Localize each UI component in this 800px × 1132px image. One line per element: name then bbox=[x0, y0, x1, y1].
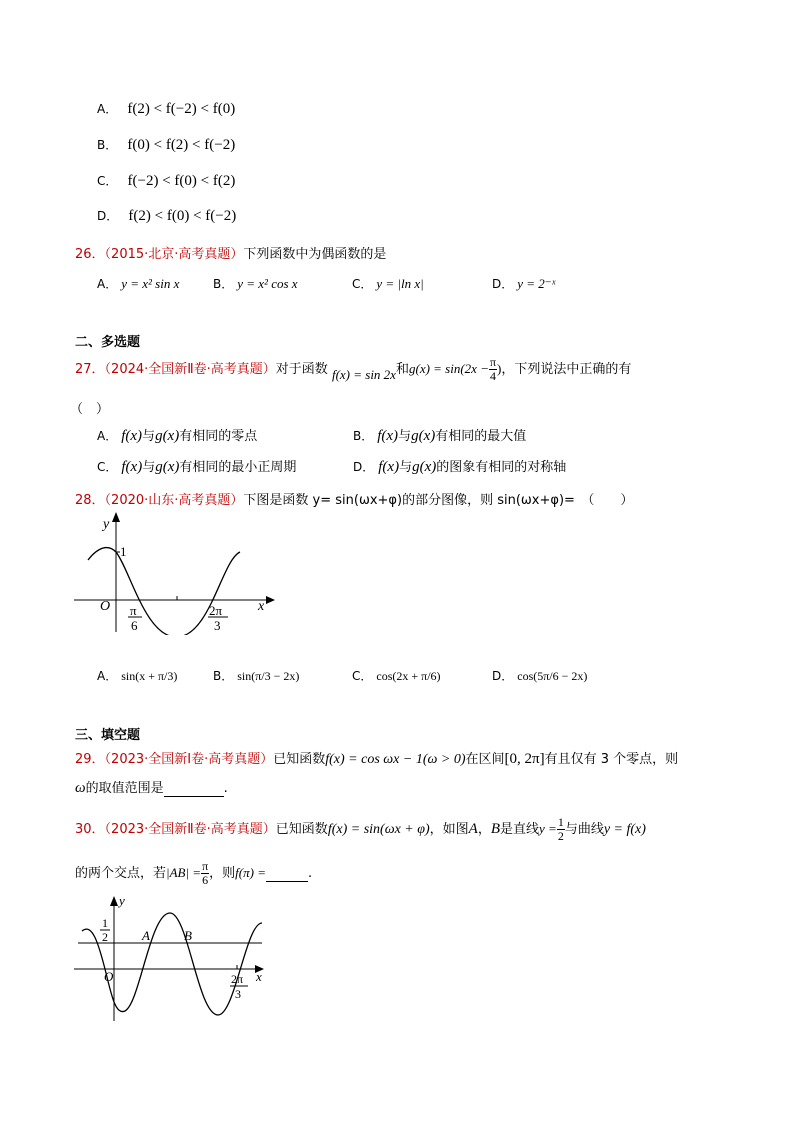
option-letter: C． bbox=[352, 669, 373, 683]
q26-stem bbox=[75, 243, 386, 262]
option-expr: y = |ln x| bbox=[376, 276, 424, 291]
option-letter: C． bbox=[352, 277, 373, 291]
option-letter: D． bbox=[492, 669, 514, 683]
option-expr: y = x² cos x bbox=[237, 276, 298, 291]
option-expr: y = 2⁻ˣ bbox=[517, 276, 556, 291]
option-expr: y = x² sin x bbox=[121, 276, 180, 291]
period: . bbox=[223, 781, 228, 796]
question-text: 下列函数中为偶函数的是 bbox=[243, 247, 387, 262]
question-text: 有且仅有 3 个零点，则 bbox=[544, 752, 679, 767]
option-expr: f(0) < f(2) < f(−2) bbox=[127, 137, 236, 153]
q28-sine-graph bbox=[70, 510, 280, 635]
period: . bbox=[307, 866, 313, 881]
question-text: 下图是函数 y= sin(ωx+φ)的部分图像，则 sin(ωx+φ)= （ ） bbox=[243, 493, 634, 508]
y-axis-label: y bbox=[119, 893, 125, 908]
option-letter: B． bbox=[97, 138, 118, 152]
question-text: 已知函数 bbox=[273, 752, 326, 767]
q25-option-c[interactable] bbox=[97, 172, 235, 190]
question-text: 已知函数 bbox=[275, 822, 328, 837]
y-axis-label: y bbox=[103, 517, 110, 532]
x-axis-label: x bbox=[256, 969, 262, 984]
question-text: 的取值范围是 bbox=[85, 781, 164, 796]
function-g: g(x) bbox=[412, 459, 437, 475]
comma: ， bbox=[477, 822, 491, 837]
q28-option-b[interactable] bbox=[213, 667, 299, 684]
option-letter: A． bbox=[97, 669, 118, 683]
option-letter: D． bbox=[97, 209, 119, 223]
question-text: 是直线 bbox=[500, 822, 540, 837]
q26-option-a[interactable] bbox=[97, 275, 179, 292]
question-text: 对于函数 bbox=[275, 362, 328, 377]
curve-eq: y = f(x) bbox=[603, 822, 646, 837]
option-text: 与 bbox=[142, 429, 156, 444]
option-expr: f(2) < f(0) < f(−2) bbox=[128, 208, 237, 224]
interval: [0, 2π] bbox=[504, 751, 545, 767]
origin-label: O bbox=[100, 599, 111, 614]
option-letter: D． bbox=[492, 277, 514, 291]
x-axis-label: x bbox=[258, 599, 265, 614]
option-letter: C． bbox=[97, 460, 118, 474]
point-b-label: B bbox=[184, 928, 192, 943]
tick-label-pi: π bbox=[130, 603, 137, 618]
option-text: 与 bbox=[142, 460, 156, 475]
question-text: 与曲线 bbox=[564, 822, 604, 837]
function-g: g(x) bbox=[155, 459, 180, 475]
point-b: B bbox=[490, 821, 501, 837]
q30-stem-line2 bbox=[75, 860, 312, 887]
q28-stem bbox=[75, 489, 633, 508]
q25-option-b[interactable] bbox=[97, 136, 235, 154]
q29-stem bbox=[75, 748, 678, 768]
line-eq: y = bbox=[539, 821, 557, 836]
option-expr: cos(2x + π/6) bbox=[376, 669, 441, 683]
function-f: f(x) = cos ωx − 1(ω > 0) bbox=[325, 752, 466, 767]
tick-label-two-pi: 2π bbox=[231, 972, 244, 986]
fraction-one-half: $\frac{1}{2}$ bbox=[557, 815, 564, 843]
close-paren: ) bbox=[497, 361, 502, 376]
question-number: 27． bbox=[75, 362, 105, 377]
q26-option-c[interactable] bbox=[352, 275, 424, 292]
question-number: 28． bbox=[75, 493, 105, 508]
q27-option-c[interactable] bbox=[97, 456, 296, 476]
function-f: f(x) bbox=[121, 428, 143, 444]
function-g: g(x) bbox=[155, 428, 180, 444]
option-letter: B． bbox=[353, 429, 374, 443]
option-expr: f(2) < f(−2) < f(0) bbox=[127, 101, 236, 117]
q26-option-b[interactable] bbox=[213, 275, 298, 292]
tick-label-two-pi: 2π bbox=[209, 603, 223, 618]
function-f: f(x) bbox=[378, 459, 400, 475]
q26-option-d[interactable] bbox=[492, 275, 555, 292]
function-g: g(x) bbox=[411, 428, 436, 444]
tick-label-two: 2 bbox=[102, 930, 108, 944]
question-number: 26． bbox=[75, 247, 105, 262]
question-source: （2023·全国新Ⅰ卷·高考真题） bbox=[104, 752, 274, 767]
question-text: 和 bbox=[395, 362, 409, 377]
section-title-fill-in: 三、填空题 bbox=[75, 728, 141, 743]
q25-option-d[interactable] bbox=[97, 207, 236, 225]
fraction-pi-over-4: $\frac{\pi}{4}$ bbox=[489, 355, 497, 383]
q28-option-a[interactable] bbox=[97, 667, 177, 684]
q30-stem bbox=[75, 816, 646, 843]
question-source: （2015·北京·高考真题） bbox=[104, 247, 244, 262]
q27-option-d[interactable] bbox=[353, 456, 566, 476]
q30-sine-graph bbox=[70, 893, 270, 1023]
q27-option-b[interactable] bbox=[353, 425, 526, 445]
q27-stem bbox=[75, 356, 631, 383]
function-f: f(x) bbox=[121, 459, 143, 475]
answer-blank[interactable] bbox=[266, 866, 308, 882]
option-expr: sin(x + π/3) bbox=[121, 669, 178, 683]
answer-blank[interactable] bbox=[164, 781, 224, 797]
f-pi: f(π) = bbox=[235, 865, 266, 880]
function-g: g(x) = sin(2x − bbox=[408, 361, 489, 376]
option-letter: B． bbox=[213, 277, 234, 291]
option-letter: A． bbox=[97, 277, 118, 291]
fraction-pi-over-6: $\frac{\pi}{6}$ bbox=[202, 859, 209, 887]
question-text: ，则 bbox=[209, 866, 236, 881]
option-text: 与 bbox=[398, 429, 412, 444]
tick-label-three: 3 bbox=[235, 987, 241, 1001]
function-f: f(x) bbox=[377, 428, 399, 444]
q27-option-a[interactable] bbox=[97, 425, 257, 445]
question-text: 在区间 bbox=[465, 752, 505, 767]
origin-label: O bbox=[104, 969, 114, 984]
tick-label-three: 3 bbox=[214, 618, 221, 633]
option-text: 有相同的最大值 bbox=[435, 429, 527, 444]
q28-option-d[interactable] bbox=[492, 667, 587, 684]
option-letter: A． bbox=[97, 429, 118, 443]
tick-label-six: 6 bbox=[131, 618, 138, 633]
question-source: （2020·山东·高考真题） bbox=[104, 493, 244, 508]
answer-parentheses: （ ） bbox=[70, 402, 110, 417]
ab-length: |AB| = bbox=[166, 865, 202, 880]
tick-label-one: 1 bbox=[120, 544, 127, 559]
option-text: 的图象有相同的对称轴 bbox=[436, 460, 567, 475]
question-text: 的两个交点，若 bbox=[75, 866, 167, 881]
section-title-multiple-choice: 二、多选题 bbox=[75, 335, 141, 350]
omega-symbol: ω bbox=[75, 780, 86, 796]
point-a-label: A bbox=[142, 928, 150, 943]
question-text: ，下列说法中正确的有 bbox=[501, 362, 632, 377]
option-text: 有相同的零点 bbox=[179, 429, 258, 444]
question-source: （2024·全国新Ⅱ卷·高考真题） bbox=[104, 362, 276, 377]
option-letter: C． bbox=[97, 174, 118, 188]
tick-label-one: 1 bbox=[102, 916, 108, 930]
q29-stem-line2 bbox=[75, 777, 228, 797]
option-letter: B． bbox=[213, 669, 234, 683]
question-source: （2023·全国新Ⅱ卷·高考真题） bbox=[104, 822, 276, 837]
option-text: 有相同的最小正周期 bbox=[179, 460, 297, 475]
q28-option-c[interactable] bbox=[352, 667, 441, 684]
question-text: ，如图 bbox=[429, 822, 469, 837]
option-expr: cos(5π/6 − 2x) bbox=[517, 669, 588, 683]
function-f: f(x) = sin 2x bbox=[331, 367, 396, 382]
option-letter: D． bbox=[353, 460, 375, 474]
option-text: 与 bbox=[399, 460, 413, 475]
option-expr: f(−2) < f(0) < f(2) bbox=[127, 173, 236, 189]
point-a: A bbox=[468, 821, 478, 837]
function-f: f(x) = sin(ωx + φ) bbox=[327, 822, 430, 837]
q25-option-a[interactable] bbox=[97, 100, 235, 118]
question-number: 29． bbox=[75, 752, 105, 767]
option-expr: sin(π/3 − 2x) bbox=[237, 669, 300, 683]
option-letter: A． bbox=[97, 102, 118, 116]
question-number: 30． bbox=[75, 822, 105, 837]
